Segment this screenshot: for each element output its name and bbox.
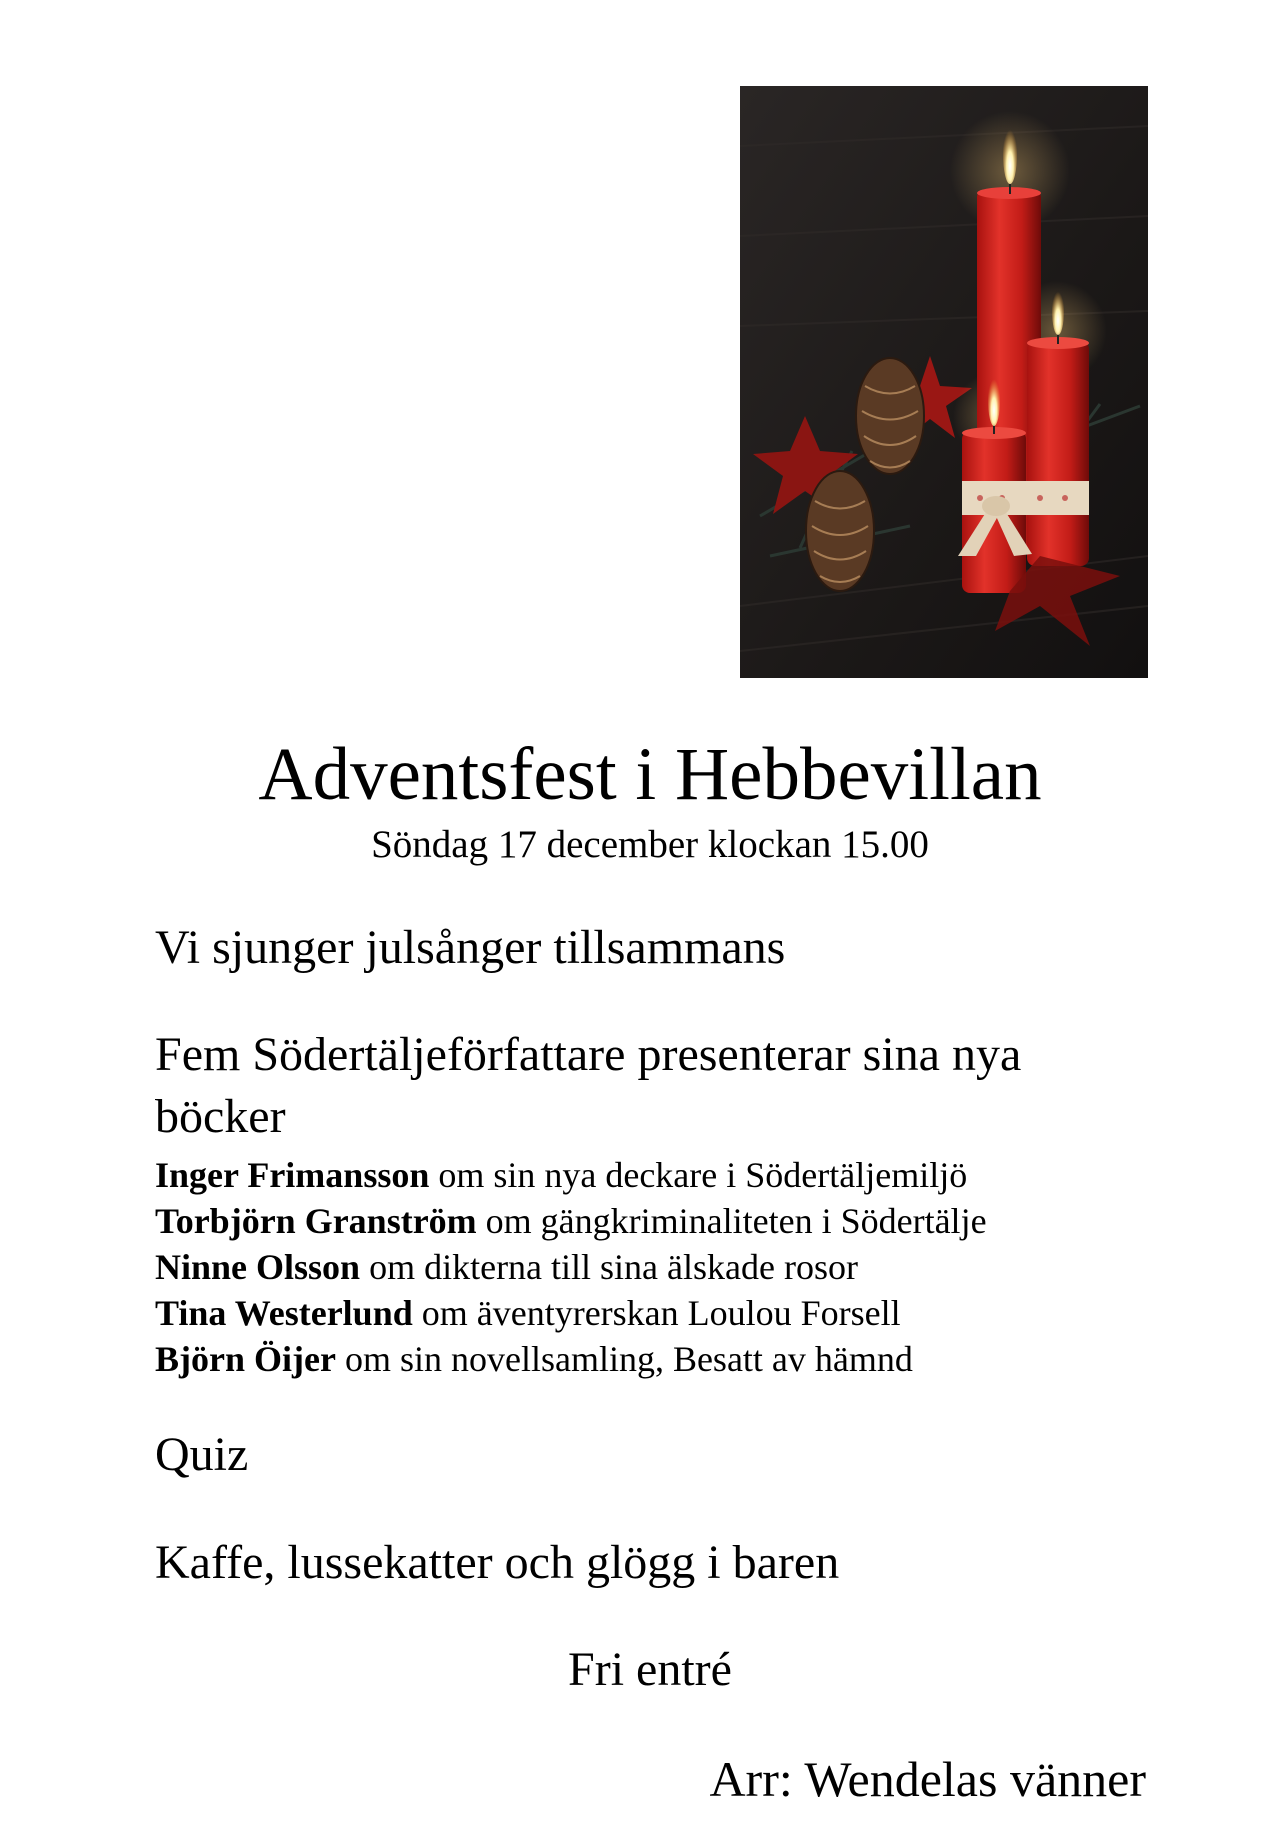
author-name: Tina Westerlund: [155, 1293, 413, 1333]
candle-illustration: [740, 86, 1148, 678]
author-item: [155, 1198, 987, 1244]
program-authors-intro-2: böcker: [155, 1090, 286, 1143]
organizer: Arr: Wendelas vänner: [709, 1751, 1146, 1807]
event-date: Söndag 17 december klockan 15.00: [371, 823, 929, 866]
author-topic: om gängkriminaliteten i Södertälje: [485, 1201, 987, 1241]
author-topic: om äventyrerskan Loulou Forsell: [421, 1293, 901, 1333]
author-topic: om sin nya deckare i Södertäljemiljö: [438, 1155, 968, 1195]
author-name: Torbjörn Granström: [155, 1201, 477, 1241]
author-item: [155, 1336, 987, 1382]
program-authors-intro-1: Fem Södertäljeförfattare presenterar sina nya: [155, 1028, 1022, 1081]
author-list: [155, 1152, 987, 1382]
page-title: Adventsfest i Hebbevillan: [258, 733, 1042, 816]
entry-note: Fri entré: [568, 1643, 732, 1696]
author-name: Ninne Olsson: [155, 1247, 361, 1287]
author-topic: om dikterna till sina älskade rosor: [369, 1247, 858, 1287]
author-item: [155, 1244, 987, 1290]
program-sing: Vi sjunger julsånger tillsammans: [155, 921, 786, 974]
author-item: [155, 1290, 987, 1336]
author-name: Inger Frimansson: [155, 1155, 430, 1195]
author-item: [155, 1152, 987, 1198]
candle-photo: [740, 86, 1148, 678]
program-refreshments: Kaffe, lussekatter och glögg i baren: [155, 1536, 840, 1589]
author-topic: om sin novellsamling, Besatt av hämnd: [344, 1339, 913, 1379]
author-name: Björn Öijer: [155, 1339, 336, 1379]
program-quiz: Quiz: [155, 1428, 249, 1481]
